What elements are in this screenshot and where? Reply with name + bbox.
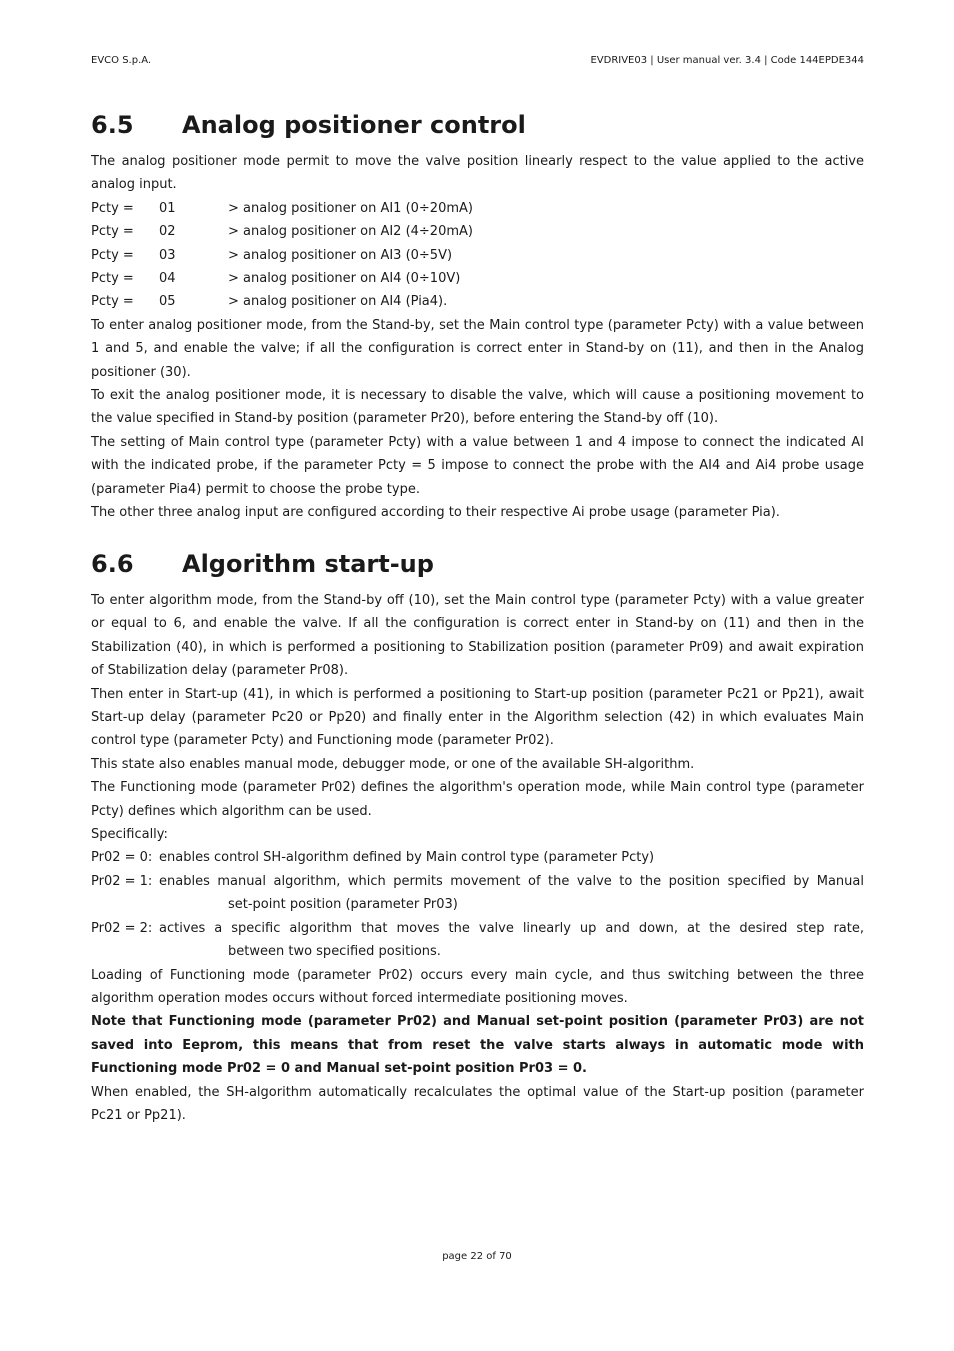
pcty-value: 04 xyxy=(159,271,176,287)
pcty-label: Pcty = xyxy=(91,224,134,240)
pcty-description: > analog positioner on AI4 (Pia4). xyxy=(228,294,448,310)
paragraph: When enabled, the SH-algorithm automatically recalculates the optimal value of the Start-up position (parameter Pc21 or Pp21). xyxy=(91,1084,864,1123)
pcty-label: Pcty = xyxy=(91,247,134,263)
mode-text: enables control SH-algorithm defined by Main control type (parameter Pcty) xyxy=(159,850,655,866)
paragraph: The Functioning mode (parameter Pr02) defines the algorithm's operation mode, while Main control type (parameter Pcty) defines which algorithm can be used. xyxy=(91,780,864,819)
pcty-label: Pcty = xyxy=(91,271,134,287)
section-title: Algorithm start-up xyxy=(182,550,434,578)
pcty-description: > analog positioner on AI1 (0÷20mA) xyxy=(228,200,473,216)
mode-text-continued: set-point position (parameter Pr03) xyxy=(228,897,458,913)
paragraph: To exit the analog positioner mode, it is necessary to disable the valve, which will cause a positioning movement to the value specified in Stand-by position (parameter Pr20), before entering the Stand-by off (10). xyxy=(91,388,864,427)
paragraph: Then enter in Start-up (41), in which is performed a positioning to Start-up position (parameter Pc21 or Pp21), await Start-up delay (parameter Pc20 or Pp20) and finally enter in the Algorithm selection (42) in which evaluates Main control type (parameter Pcty) and Functioning mode (parameter Pr02). xyxy=(91,686,864,749)
paragraph: The analog positioner mode permit to move the valve position linearly respect to the value applied to the active analog input. xyxy=(91,154,864,193)
pcty-description: > analog positioner on AI2 (4÷20mA) xyxy=(228,224,473,240)
section-6-5-body xyxy=(91,150,864,525)
pcty-value: 01 xyxy=(159,200,176,216)
section-6-6-heading xyxy=(91,550,434,578)
mode-text-continued: between two specified positions. xyxy=(228,944,441,960)
mode-lead: Pr02 = 2: xyxy=(91,920,153,936)
paragraph: The other three analog input are configured according to their respective Ai probe usage (parameter Pia). xyxy=(91,505,780,521)
note-paragraph: Note that Functioning mode (parameter Pr02) and Manual set-point position (parameter Pr03) are not saved into Eeprom, this means that from reset the valve starts always in automatic mode with Functioning mode Pr02 = 0 and Manual set-point position Pr03 = 0. xyxy=(91,1014,864,1077)
mode-item-2 xyxy=(91,917,864,940)
paragraph: Loading of Functioning mode (parameter Pr02) occurs every main cycle, and thus switching between the three algorithm operation modes occurs without forced intermediate positioning moves. xyxy=(91,967,864,1006)
section-number: 6.5 xyxy=(91,111,134,139)
pcty-row-01 xyxy=(91,197,864,220)
mode-text: actives a specific algorithm that moves the valve linearly up and down, at the desired step rate, xyxy=(159,920,864,936)
page-number: page 22 of 70 xyxy=(442,1251,512,1262)
pcty-row-03 xyxy=(91,244,864,267)
section-6-5-heading xyxy=(91,111,526,139)
pcty-value: 03 xyxy=(159,247,176,263)
pcty-value: 02 xyxy=(159,224,176,240)
paragraph: To enter analog positioner mode, from the Stand-by, set the Main control type (parameter Pcty) with a value between 1 and 5, and enable the valve; if all the configuration is correct enter in Stand-by on (11), and then in the Analog positioner (30). xyxy=(91,317,864,380)
section-title: Analog positioner control xyxy=(182,111,526,139)
mode-item-0 xyxy=(91,846,864,869)
header-document-info: EVDRIVE03 | User manual ver. 3.4 | Code 144EPDE344 xyxy=(590,55,864,66)
mode-lead: Pr02 = 0: xyxy=(91,850,153,866)
pcty-row-02 xyxy=(91,220,864,243)
header-company: EVCO S.p.A. xyxy=(91,55,152,66)
mode-item-1 xyxy=(91,870,864,893)
pcty-description: > analog positioner on AI4 (0÷10V) xyxy=(228,271,461,287)
mode-lead: Pr02 = 1: xyxy=(91,873,153,889)
section-number: 6.6 xyxy=(91,550,134,578)
pcty-row-04 xyxy=(91,267,864,290)
pcty-label: Pcty = xyxy=(91,200,134,216)
section-6-6-body xyxy=(91,589,864,1127)
pcty-description: > analog positioner on AI3 (0÷5V) xyxy=(228,247,453,263)
paragraph: This state also enables manual mode, debugger mode, or one of the available SH-algorithm. xyxy=(91,756,695,772)
mode-text: enables manual algorithm, which permits movement of the valve to the position specified by Manual xyxy=(159,873,864,889)
pcty-label: Pcty = xyxy=(91,294,134,310)
pcty-row-05 xyxy=(91,290,864,313)
pcty-value: 05 xyxy=(159,294,176,310)
paragraph: To enter algorithm mode, from the Stand-by off (10), set the Main control type (parameter Pcty) with a value greater or equal to 6, and enable the valve. If all the configuration is correct enter in Stand-by on (11) and then in the Stabilization (40), in which is performed a positioning to Stabilization position (parameter Pr09) and await expiration of Stabilization delay (parameter Pr08). xyxy=(91,593,864,679)
paragraph: The setting of Main control type (parameter Pcty) with a value between 1 and 4 impose to connect the indicated AI with the indicated probe, if the parameter Pcty = 5 impose to connect the probe with the AI4 and Ai4 probe usage (parameter Pia4) permit to choose the probe type. xyxy=(91,434,864,497)
paragraph: Specifically: xyxy=(91,827,168,843)
